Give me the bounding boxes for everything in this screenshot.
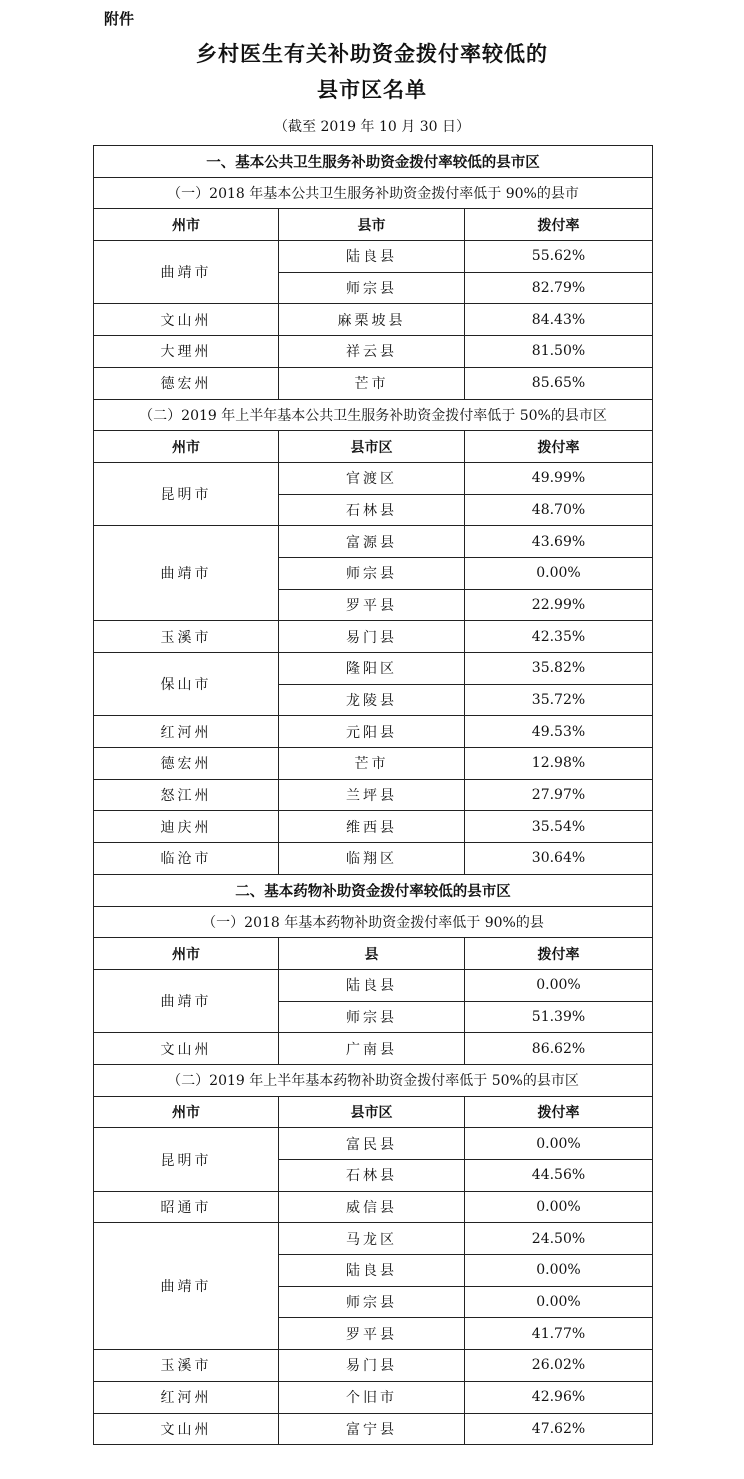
county-cell: 富民县	[279, 1128, 465, 1160]
subsection-heading: （二）2019 年上半年基本公共卫生服务补助资金拨付率低于 50%的县市区	[94, 399, 653, 431]
column-header-county: 县市区	[279, 431, 465, 463]
rate-cell: 42.96%	[465, 1381, 653, 1413]
rate-cell: 55.62%	[465, 241, 653, 273]
table-row	[94, 367, 653, 399]
rate-cell: 35.54%	[465, 811, 653, 843]
prefecture-cell: 昆明市	[94, 462, 279, 525]
document-title-line-2: 县市区名单	[317, 78, 427, 102]
table-body	[94, 146, 653, 1445]
column-header-rate: 拨付率	[465, 1096, 653, 1128]
table-row	[94, 811, 653, 843]
rate-cell: 0.00%	[465, 1255, 653, 1287]
column-header-rate: 拨付率	[465, 431, 653, 463]
column-header-prefecture: 州市	[94, 209, 279, 241]
rate-cell: 0.00%	[465, 557, 653, 589]
column-header-county: 县市	[279, 209, 465, 241]
prefecture-cell: 德宏州	[94, 367, 279, 399]
table-row	[94, 621, 653, 653]
rate-cell: 47.62%	[465, 1413, 653, 1445]
table-row	[94, 1191, 653, 1223]
rate-cell: 30.64%	[465, 843, 653, 875]
rate-cell: 43.69%	[465, 526, 653, 558]
date-note: （截至 2019 年 10 月 30 日）	[274, 119, 470, 135]
rate-cell: 44.56%	[465, 1160, 653, 1192]
rate-cell: 82.79%	[465, 272, 653, 304]
rate-cell: 24.50%	[465, 1223, 653, 1255]
column-header-county: 县市区	[279, 1096, 465, 1128]
table-row	[94, 1223, 653, 1255]
table-row	[94, 241, 653, 273]
table-row	[94, 1381, 653, 1413]
prefecture-cell: 文山州	[94, 304, 279, 336]
table-row	[94, 304, 653, 336]
column-header-row	[94, 431, 653, 463]
table-row	[94, 526, 653, 558]
section-heading: 二、基本药物补助资金拨付率较低的县市区	[94, 874, 653, 906]
table-row	[94, 462, 653, 494]
rate-cell: 49.99%	[465, 462, 653, 494]
rate-cell: 27.97%	[465, 779, 653, 811]
table-row	[94, 1350, 653, 1382]
prefecture-cell: 曲靖市	[94, 1223, 279, 1350]
attachment-label: 附件	[104, 10, 135, 28]
document-title-line-1: 乡村医生有关补助资金拨付率较低的	[196, 42, 548, 66]
subsection-heading-row	[94, 1064, 653, 1096]
section-heading-row	[94, 874, 653, 906]
prefecture-cell: 红河州	[94, 1381, 279, 1413]
rate-cell: 0.00%	[465, 1128, 653, 1160]
county-cell: 芒市	[279, 748, 465, 780]
rate-cell: 35.82%	[465, 653, 653, 685]
subsection-heading: （一）2018 年基本药物补助资金拨付率低于 90%的县	[94, 906, 653, 938]
prefecture-cell: 玉溪市	[94, 1350, 279, 1382]
table-row	[94, 336, 653, 368]
column-header-prefecture: 州市	[94, 938, 279, 970]
county-cell: 陆良县	[279, 1255, 465, 1287]
county-cell: 易门县	[279, 1350, 465, 1382]
subsection-heading: （二）2019 年上半年基本药物补助资金拨付率低于 50%的县市区	[94, 1064, 653, 1096]
rate-cell: 22.99%	[465, 589, 653, 621]
rate-cell: 86.62%	[465, 1033, 653, 1065]
rate-cell: 0.00%	[465, 969, 653, 1001]
prefecture-cell: 怒江州	[94, 779, 279, 811]
prefecture-cell: 昆明市	[94, 1128, 279, 1191]
column-header-row	[94, 209, 653, 241]
subsection-heading-row	[94, 177, 653, 209]
table-row	[94, 1413, 653, 1445]
column-header-county: 县	[279, 938, 465, 970]
rate-cell: 81.50%	[465, 336, 653, 368]
county-cell: 陆良县	[279, 241, 465, 273]
column-header-row	[94, 1096, 653, 1128]
prefecture-cell: 临沧市	[94, 843, 279, 875]
rate-cell: 26.02%	[465, 1350, 653, 1382]
county-cell: 维西县	[279, 811, 465, 843]
column-header-prefecture: 州市	[94, 431, 279, 463]
column-header-rate: 拨付率	[465, 209, 653, 241]
section-heading-row	[94, 146, 653, 178]
county-cell: 祥云县	[279, 336, 465, 368]
rate-cell: 41.77%	[465, 1318, 653, 1350]
county-cell: 麻栗坡县	[279, 304, 465, 336]
prefecture-cell: 文山州	[94, 1033, 279, 1065]
column-header-row	[94, 938, 653, 970]
prefecture-cell: 红河州	[94, 716, 279, 748]
section-heading: 一、基本公共卫生服务补助资金拨付率较低的县市区	[94, 146, 653, 178]
table-row	[94, 1033, 653, 1065]
table-row	[94, 748, 653, 780]
county-cell: 兰坪县	[279, 779, 465, 811]
county-cell: 陆良县	[279, 969, 465, 1001]
county-cell: 易门县	[279, 621, 465, 653]
rate-cell: 85.65%	[465, 367, 653, 399]
county-cell: 罗平县	[279, 1318, 465, 1350]
subsection-heading-row	[94, 399, 653, 431]
county-cell: 广南县	[279, 1033, 465, 1065]
county-cell: 师宗县	[279, 1286, 465, 1318]
subsection-heading: （一）2018 年基本公共卫生服务补助资金拨付率低于 90%的县市	[94, 177, 653, 209]
county-list-table	[93, 145, 653, 1445]
table-row	[94, 1128, 653, 1160]
prefecture-cell: 曲靖市	[94, 969, 279, 1032]
county-cell: 龙陵县	[279, 684, 465, 716]
county-cell: 罗平县	[279, 589, 465, 621]
prefecture-cell: 德宏州	[94, 748, 279, 780]
prefecture-cell: 大理州	[94, 336, 279, 368]
county-cell: 马龙区	[279, 1223, 465, 1255]
prefecture-cell: 曲靖市	[94, 526, 279, 621]
table-row	[94, 716, 653, 748]
prefecture-cell: 保山市	[94, 653, 279, 716]
rate-cell: 35.72%	[465, 684, 653, 716]
county-cell: 师宗县	[279, 1001, 465, 1033]
table-row	[94, 653, 653, 685]
county-cell: 个旧市	[279, 1381, 465, 1413]
column-header-prefecture: 州市	[94, 1096, 279, 1128]
county-cell: 官渡区	[279, 462, 465, 494]
rate-cell: 42.35%	[465, 621, 653, 653]
county-cell: 芒市	[279, 367, 465, 399]
rate-cell: 51.39%	[465, 1001, 653, 1033]
table-row	[94, 779, 653, 811]
rate-cell: 49.53%	[465, 716, 653, 748]
rate-cell: 48.70%	[465, 494, 653, 526]
subsection-heading-row	[94, 906, 653, 938]
county-cell: 富宁县	[279, 1413, 465, 1445]
rate-cell: 0.00%	[465, 1286, 653, 1318]
rate-cell: 84.43%	[465, 304, 653, 336]
county-cell: 师宗县	[279, 557, 465, 589]
county-cell: 威信县	[279, 1191, 465, 1223]
column-header-rate: 拨付率	[465, 938, 653, 970]
county-cell: 师宗县	[279, 272, 465, 304]
county-cell: 富源县	[279, 526, 465, 558]
county-cell: 元阳县	[279, 716, 465, 748]
prefecture-cell: 曲靖市	[94, 241, 279, 304]
county-cell: 临翔区	[279, 843, 465, 875]
prefecture-cell: 文山州	[94, 1413, 279, 1445]
rate-cell: 12.98%	[465, 748, 653, 780]
prefecture-cell: 玉溪市	[94, 621, 279, 653]
table-row	[94, 969, 653, 1001]
table-row	[94, 843, 653, 875]
county-cell: 隆阳区	[279, 653, 465, 685]
county-cell: 石林县	[279, 1160, 465, 1192]
county-cell: 石林县	[279, 494, 465, 526]
rate-cell: 0.00%	[465, 1191, 653, 1223]
prefecture-cell: 迪庆州	[94, 811, 279, 843]
prefecture-cell: 昭通市	[94, 1191, 279, 1223]
